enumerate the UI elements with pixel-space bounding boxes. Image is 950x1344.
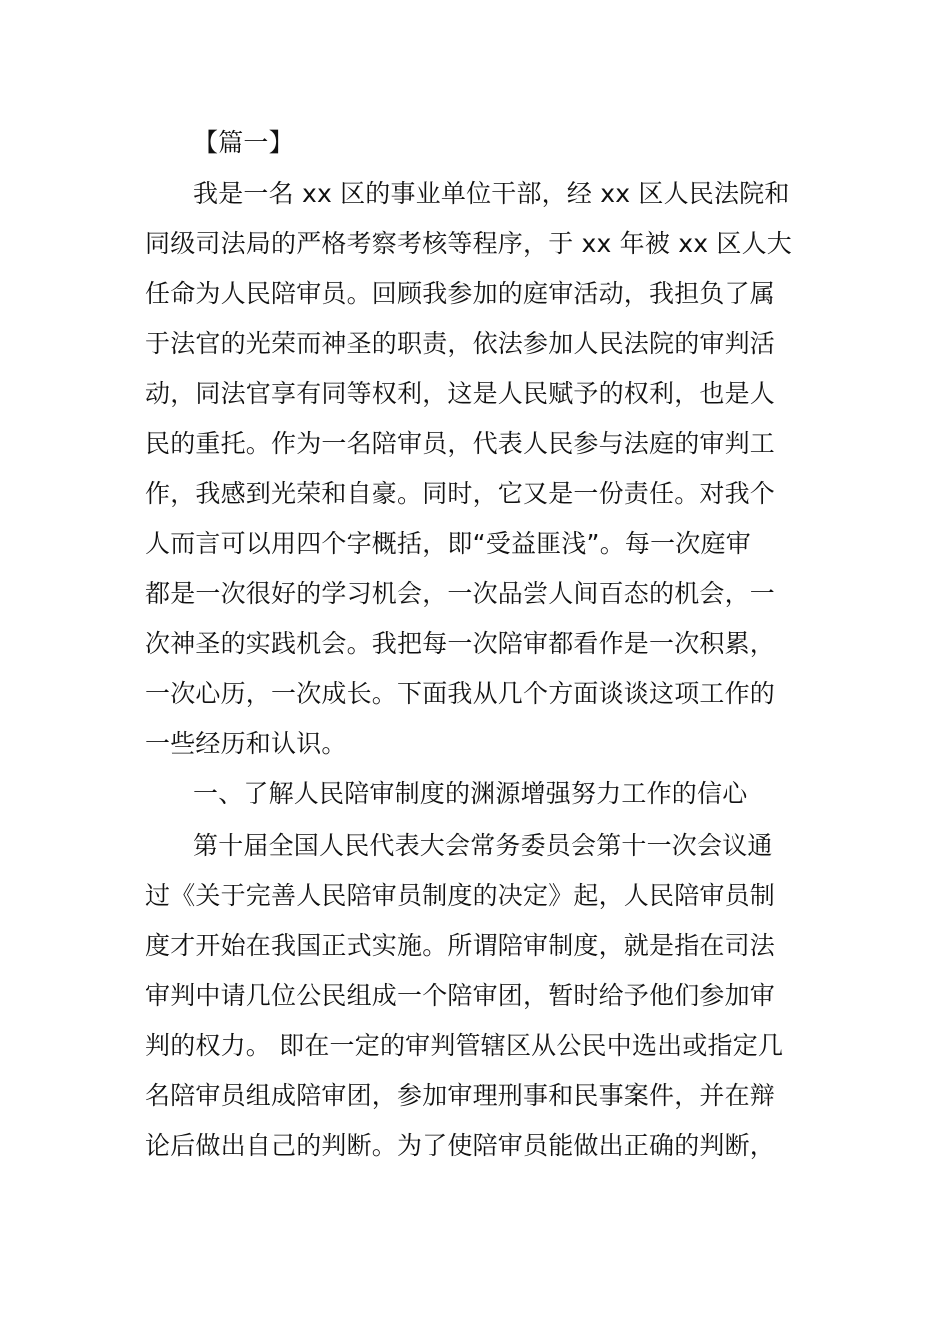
paragraph-line: 第十届全国人民代表大会常务委员会第十一次会议通	[193, 831, 773, 860]
section-heading: 【篇一】	[193, 128, 294, 157]
paragraph-line: 人而言可以用四个字概括，即“受益匪浅”。每一次庭审	[145, 529, 751, 558]
paragraph-line: 民的重托。作为一名陪审员，代表人民参与法庭的审判工	[145, 429, 776, 458]
paragraph-line: 都是一次很好的学习机会，一次品尝人间百态的机会，一	[145, 579, 776, 608]
paragraph-line: 名陪审员组成陪审团，参加审理刑事和民事案件，并在辩	[145, 1081, 776, 1110]
paragraph-line: 审判中请几位公民组成一个陪审团，暂时给予他们参加审	[145, 981, 776, 1010]
section-title: 一、了解人民陪审制度的渊源增强努力工作的信心	[193, 779, 748, 808]
paragraph-line: 判的权力。 即在一定的审判管辖区从公民中选出或指定几	[145, 1031, 784, 1060]
paragraph-line: 作，我感到光荣和自豪。同时，它又是一份责任。对我个	[145, 479, 776, 508]
paragraph-line: 同级司法局的严格考察考核等程序，于 xx 年被 xx 区人大	[145, 229, 792, 258]
paragraph-line: 过《关于完善人民陪审员制度的决定》起，人民陪审员制	[145, 881, 776, 910]
paragraph-line: 一些经历和认识。	[145, 729, 347, 758]
paragraph-line: 一次心历，一次成长。下面我从几个方面谈谈这项工作的	[145, 679, 776, 708]
paragraph-line: 我是一名 xx 区的事业单位干部，经 xx 区人民法院和	[193, 179, 790, 208]
paragraph-line: 度才开始在我国正式实施。所谓陪审制度，就是指在司法	[145, 931, 776, 960]
paragraph-line: 次神圣的实践机会。我把每一次陪审都看作是一次积累，	[145, 629, 776, 658]
paragraph-line: 任命为人民陪审员。回顾我参加的庭审活动，我担负了属	[145, 279, 776, 308]
paragraph-line: 动，同法官享有同等权利，这是人民赋予的权利，也是人	[145, 379, 776, 408]
paragraph-line: 论后做出自己的判断。为了使陪审员能做出正确的判断，	[145, 1131, 776, 1160]
paragraph-line: 于法官的光荣而神圣的职责，依法参加人民法院的审判活	[145, 329, 776, 358]
